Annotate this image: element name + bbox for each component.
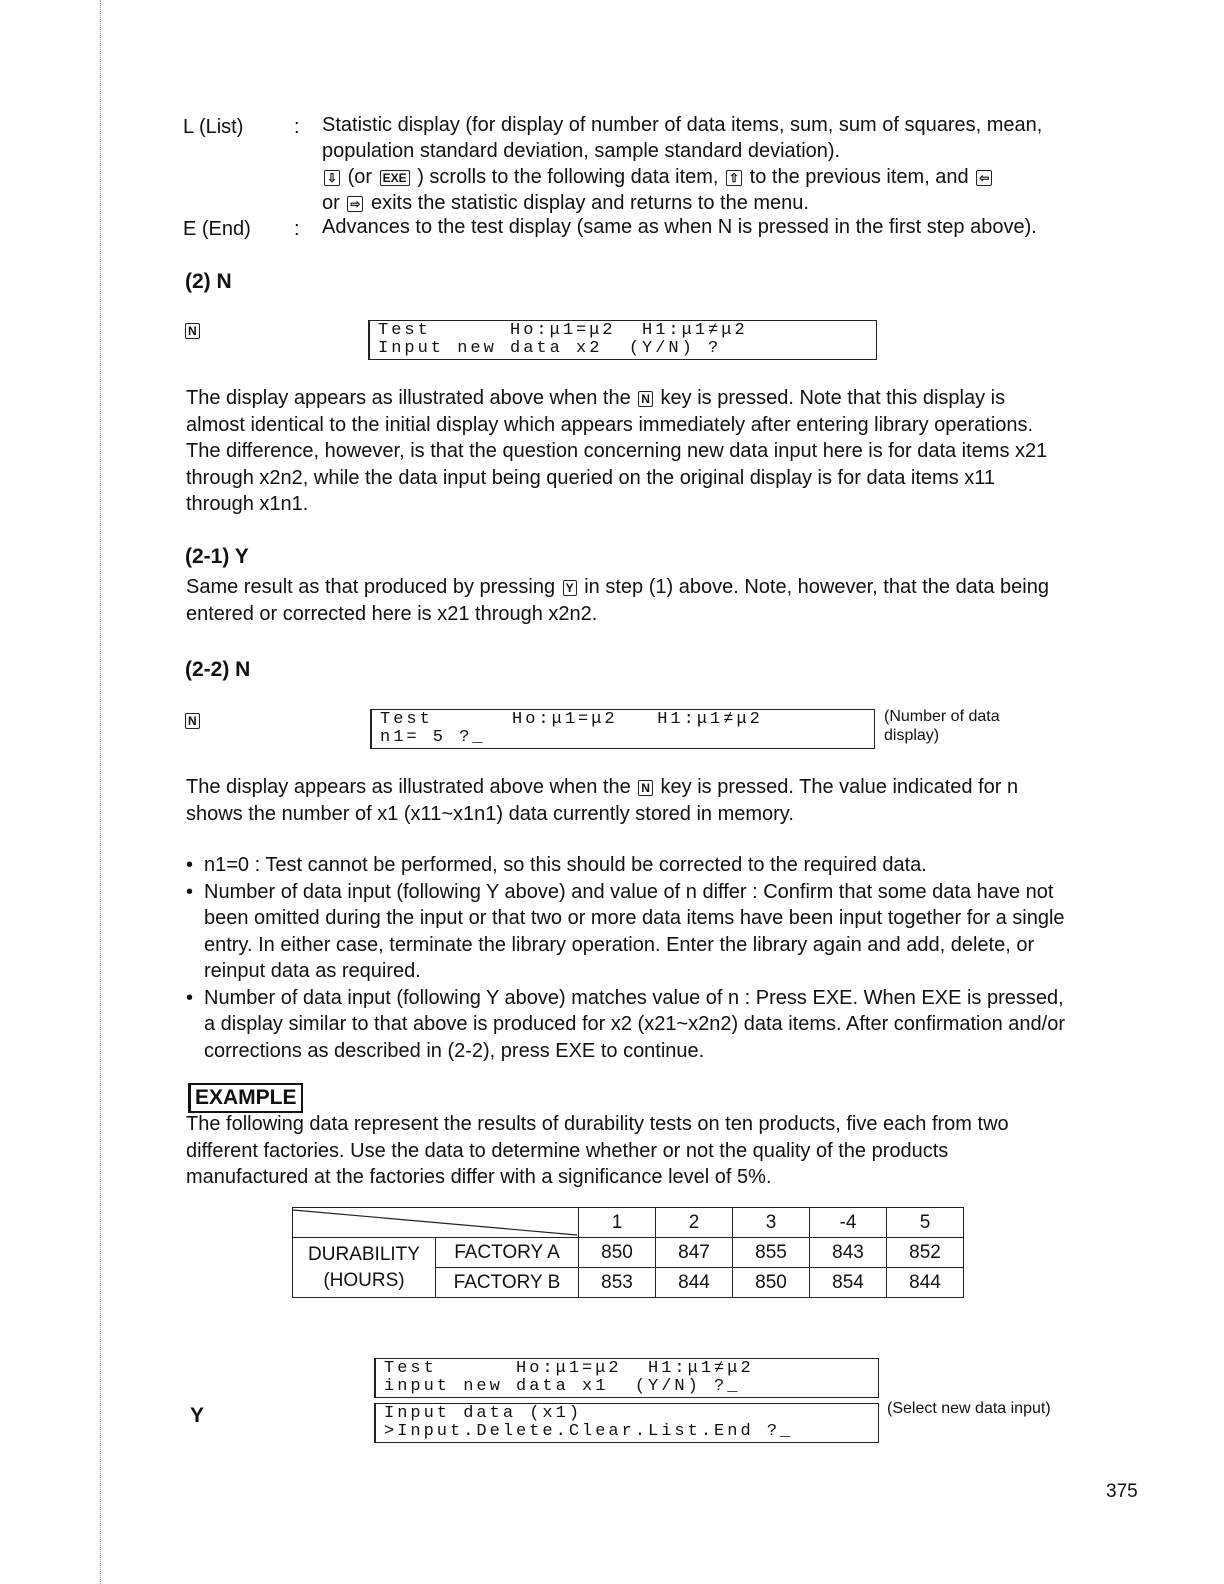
list-desc-exits: exits the statistic display and returns to the menu.: [370, 192, 809, 214]
table-cell: 854: [810, 1268, 887, 1298]
lcd-line: Test Ho:μ1=μ2 H1:μ1≠μ2: [378, 321, 748, 340]
group-label: [293, 1238, 436, 1298]
table-header: 1: [579, 1208, 656, 1238]
row-name: FACTORY B: [436, 1268, 579, 1298]
section-2-2-heading: (2-2) N: [185, 658, 251, 681]
example-text: The following data represent the results of durability tests on ten products, five each from two different factories. Use the data to determine whether or not the quality of the products manufactured at the factories differ with a significance level of 5%.: [186, 1113, 1009, 1188]
paragraph-text: key is pressed. The value indicated for n shows the number of x1 (x11~x1n1) data currently stored in memory.: [186, 776, 1019, 825]
list-description: [322, 112, 1067, 216]
list-desc-or: (or: [347, 166, 373, 188]
list-desc-prev: to the previous item, and: [749, 166, 969, 188]
example-heading: EXAMPLE: [188, 1083, 303, 1113]
lcd-line: input new data x1 (Y/N) ?_: [384, 1377, 741, 1396]
list-desc-text: Statistic display (for display of number of data items, sum, sum of squares, mean, population standard deviation, sample standard deviation).: [322, 114, 1043, 162]
row-name: FACTORY A: [436, 1238, 579, 1268]
exe-key-icon: EXE: [380, 170, 410, 186]
table-cell: 847: [656, 1238, 733, 1268]
durability-table: [292, 1207, 964, 1298]
table-cell: 850: [733, 1268, 810, 1298]
lcd-display-4: [374, 1403, 879, 1443]
lcd-line: Input new data x2 (Y/N) ?: [378, 339, 722, 358]
table-header: 2: [656, 1208, 733, 1238]
y-key-icon: Y: [563, 580, 577, 596]
paragraph-2: [186, 574, 1066, 627]
y-step-label: Y: [190, 1404, 205, 1427]
table-cell: 844: [656, 1268, 733, 1298]
paragraph-3: [186, 774, 1066, 827]
display-note-number-of-data: (Number of data display): [884, 708, 1000, 744]
display-note-select-input: (Select new data input): [887, 1400, 1051, 1417]
lcd-line: >Input.Delete.Clear.List.End ?_: [384, 1422, 794, 1441]
colon: :: [294, 116, 300, 138]
n-key-icon: N: [638, 391, 653, 407]
list-desc-scrolls: ) scrolls to the following data item,: [417, 166, 719, 188]
paragraph-text: Same result as that produced by pressing: [186, 576, 556, 598]
table-cell: 844: [887, 1268, 964, 1298]
right-key-icon: ⇨: [347, 196, 363, 212]
table-row: [293, 1238, 964, 1268]
bullet-list: [186, 852, 1068, 1064]
table-cell: 843: [810, 1238, 887, 1268]
end-label: E (End): [183, 218, 251, 240]
table-header: 3: [733, 1208, 810, 1238]
colon: :: [294, 218, 300, 240]
lcd-display-1: [368, 320, 877, 360]
list-desc-or2: or: [322, 192, 340, 214]
list-item: • Number of data input (following Y above) and value of n differ : Confirm that some data have not been omitted during the input or that two or more data items have been input together for a single entry. In either case, terminate the library operation. Enter the library again and add, delete, or reinput data as required.: [186, 879, 1068, 985]
lcd-line: Test Ho:μ1=μ2 H1:μ1≠μ2: [380, 710, 763, 729]
table-header: 5: [887, 1208, 964, 1238]
lcd-display-2: [370, 709, 875, 749]
paragraph-text: The display appears as illustrated above when the: [186, 776, 631, 798]
diagonal-line: [293, 1208, 577, 1237]
n-key-icon: N: [185, 713, 200, 729]
table-cell: 850: [579, 1238, 656, 1268]
list-item: • n1=0 : Test cannot be performed, so this should be corrected to the required data.: [186, 852, 1068, 879]
paragraph-text: The display appears as illustrated above when the: [186, 387, 631, 409]
end-description: Advances to the test display (same as when N is pressed in the first step above).: [322, 216, 1037, 238]
group-label-line: DURABILITY: [308, 1243, 420, 1265]
n-key-icon: N: [185, 323, 200, 339]
lcd-line: Input data (x1): [384, 1404, 583, 1423]
down-key-icon: ⇩: [324, 170, 340, 186]
paragraph-text: key is pressed. Note that this display is almost identical to the initial display which appears immediately after entering library operations. The difference, however, is that the question concerning new data input here is for data items x21 through x2n2, while the data input being queried on the original display is for data items x11 through x1n1.: [186, 387, 1048, 515]
lcd-line: n1= 5 ?_: [380, 728, 486, 747]
page-number: 375: [1106, 1481, 1138, 1502]
page-margin-rule: [100, 0, 101, 1584]
up-key-icon: ⇧: [726, 170, 742, 186]
section-2-heading: (2) N: [185, 270, 232, 293]
table-cell: 853: [579, 1268, 656, 1298]
paragraph-text: in step (1) above. Note, however, that the data being entered or corrected here is x21 through x2n2.: [186, 576, 1049, 625]
list-label: L (List): [183, 116, 244, 138]
n-key-icon: N: [638, 780, 653, 796]
table-row: [293, 1208, 964, 1238]
lcd-display-3: [374, 1358, 879, 1398]
lcd-line: Test Ho:μ1=μ2 H1:μ1≠μ2: [384, 1359, 754, 1378]
corner-cell: [293, 1208, 579, 1238]
left-key-icon: ⇦: [976, 170, 992, 186]
group-label-line: (HOURS): [323, 1269, 405, 1291]
list-item: • Number of data input (following Y above) matches value of n : Press EXE. When EXE is pressed, a display similar to that above is produced for x2 (x21~x2n2) data items. After confirmation and/or corrections as described in (2-2), press EXE to continue.: [186, 985, 1068, 1065]
table-header: -4: [810, 1208, 887, 1238]
table-cell: 852: [887, 1238, 964, 1268]
table-cell: 855: [733, 1238, 810, 1268]
paragraph-1: [186, 385, 1066, 518]
section-2-1-heading: (2-1) Y: [185, 545, 249, 568]
